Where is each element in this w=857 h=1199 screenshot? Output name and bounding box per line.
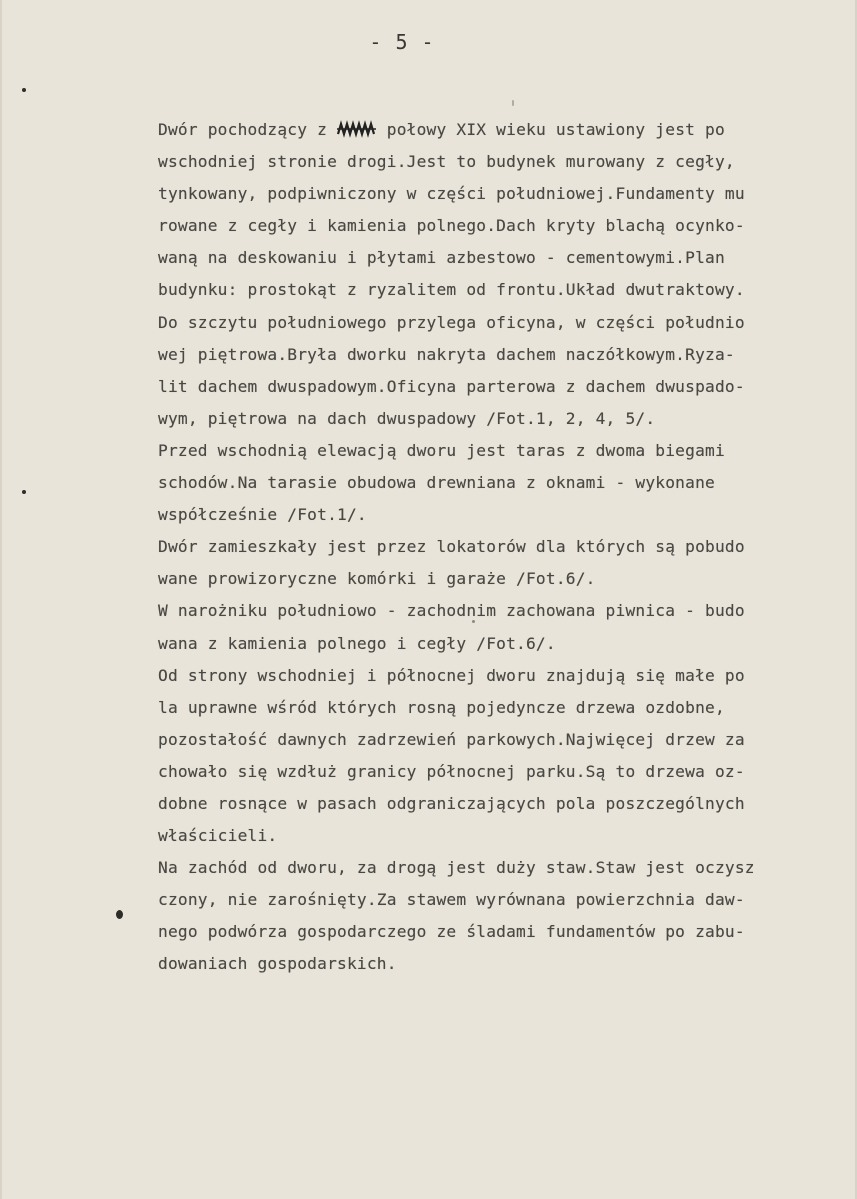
text-line: nego podwórza gospodarczego ze śladami fundamentów po zabu- (158, 922, 745, 942)
ink-dot (22, 490, 26, 494)
text-line: wej piętrowa.Bryła dworku nakryta dachem naczółkowym.Ryza- (158, 344, 735, 364)
text-line: wym, piętrowa na dach dwuspadowy /Fot.1, 2, 4, 5/. (158, 408, 656, 428)
text-line: właścicieli. (158, 826, 278, 846)
text-line-end: połowy XIX wieku ustawiony jest po (376, 120, 725, 139)
text-line: współcześnie /Fot.1/. (158, 505, 367, 525)
text-line: Od strony wschodniej i północnej dworu znajdują się małe po (158, 665, 745, 685)
text-line: lit dachem dwuspadowym.Oficyna parterowa z dachem dwuspado- (158, 376, 745, 396)
paper-speck (472, 620, 475, 623)
text-line: wana z kamienia polnego i cegły /Fot.6/. (158, 633, 556, 653)
page-number: - 5 - (369, 30, 435, 54)
text-line: wane prowizoryczne komórki i garaże /Fot.6/. (158, 569, 596, 589)
text-line: dowaniach gospodarskich. (158, 954, 397, 974)
text-line: budynku: prostokąt z ryzalitem od frontu.Układ dwutraktowy. (158, 280, 745, 300)
text-line: wschodniej stronie drogi.Jest to budynek murowany z cegły, (158, 152, 735, 172)
text-line: dobne rosnące w pasach odgraniczających pola poszczególnych (158, 793, 745, 813)
paper-speck (512, 100, 514, 106)
ink-blot (116, 910, 123, 919)
text-line: chowało się wzdłuż granicy północnej parku.Są to drzewa oz- (158, 761, 745, 781)
text-line: Dwór zamieszkały jest przez lokatorów dla których są pobudo (158, 537, 745, 557)
text-line: Przed wschodnią elewacją dworu jest taras z dwoma biegami (158, 440, 725, 460)
document-body (158, 114, 790, 981)
struck-out-text (337, 114, 377, 146)
text-line: Na zachód od dworu, za drogą jest duży staw.Staw jest oczysz (158, 858, 755, 878)
text-line (158, 114, 790, 146)
text-line: czony, nie zarośnięty.Za stawem wyrównana powierzchnia daw- (158, 890, 745, 910)
text-line: waną na deskowaniu i płytami azbestowo - cementowymi.Plan (158, 248, 725, 268)
text-line: rowane z cegły i kamienia polnego.Dach kryty blachą ocynko- (158, 216, 745, 236)
text-line: tynkowany, podpiwniczony w części południowej.Fundamenty mu (158, 184, 745, 204)
ink-dot (22, 88, 26, 92)
text-line-start: Dwór pochodzący z (158, 120, 338, 139)
strikethrough-scribble-icon (337, 120, 377, 140)
text-line: schodów.Na tarasie obudowa drewniana z oknami - wykonane (158, 473, 715, 493)
text-line: pozostałość dawnych zadrzewień parkowych.Najwięcej drzew za (158, 729, 745, 749)
text-line: W narożniku południowo - zachodnim zachowana piwnica - budo (158, 601, 745, 621)
text-line: la uprawne wśród których rosną pojedyncze drzewa ozdobne, (158, 697, 725, 717)
text-line: Do szczytu południowego przylega oficyna, w części południo (158, 312, 745, 332)
